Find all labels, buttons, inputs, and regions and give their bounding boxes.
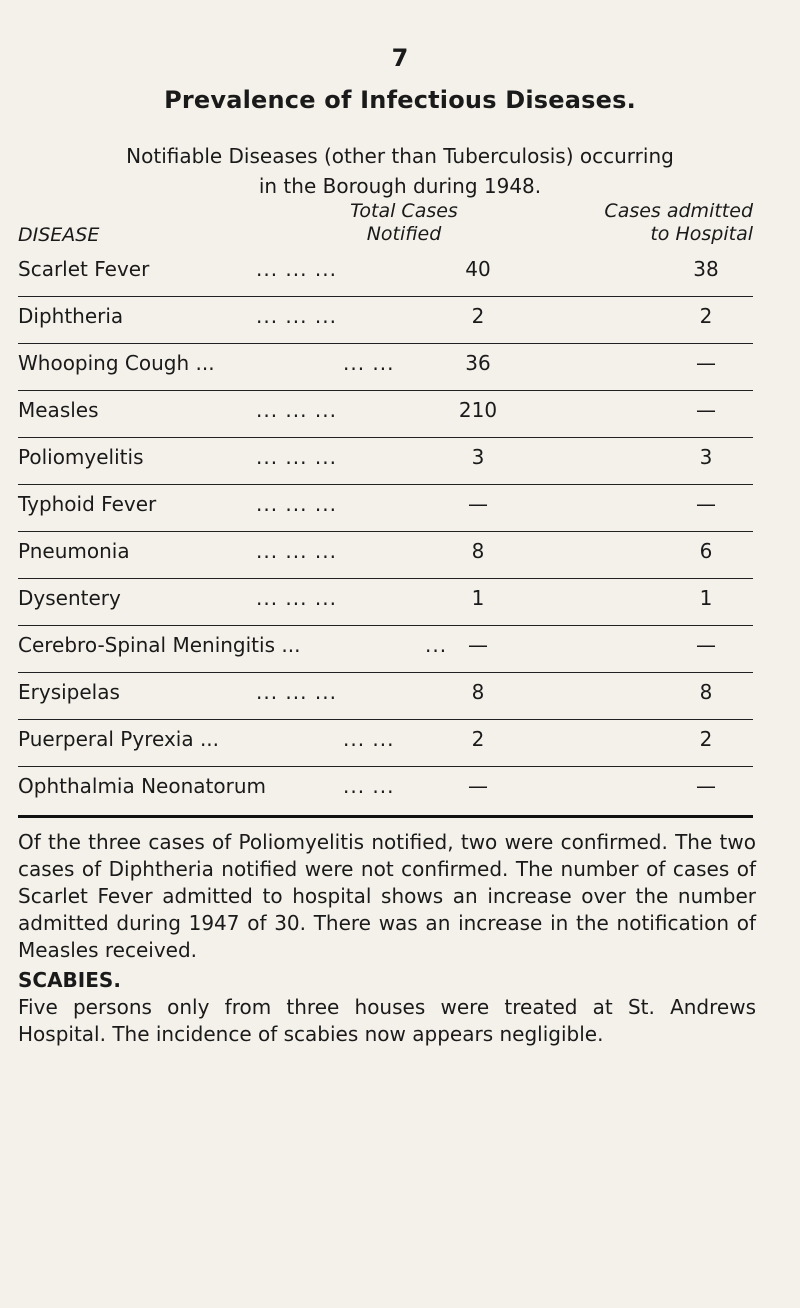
table-row xyxy=(18,579,753,626)
dot-leader: ... ... ... xyxy=(256,257,337,281)
disease-name: Measles xyxy=(18,398,99,422)
total-cases-value: 8 xyxy=(471,680,485,704)
table-row xyxy=(18,767,753,814)
total-cases-value: — xyxy=(468,633,488,657)
dot-leader: ... ... ... xyxy=(256,586,337,610)
disease-name: Cerebro-Spinal Meningitis ... xyxy=(18,633,301,657)
total-cases-value: 1 xyxy=(471,586,485,610)
table-row xyxy=(18,626,753,673)
dot-leader: ... xyxy=(425,633,448,657)
disease-name: Typhoid Fever xyxy=(18,492,157,516)
total-cases-value: 36 xyxy=(465,351,491,375)
admitted-value: 3 xyxy=(699,445,713,469)
poliomyelitis-note-paragraph: Of the three cases of Poliomyelitis notified, two were confirmed. The two cases of Diphtheria notified were not confirmed. The number of cases of Scarlet Fever admitted to hospital shows an increase over the number admitted during 1947 of 30. There was an increase in the notification of Measles received. xyxy=(18,830,756,962)
page-number: 7 xyxy=(391,44,409,72)
total-cases-value: 8 xyxy=(471,539,485,563)
table-row xyxy=(18,391,753,438)
dot-leader: ... ... ... xyxy=(256,304,337,328)
admitted-value: 6 xyxy=(699,539,713,563)
dot-leader: ... ... ... xyxy=(256,398,337,422)
column-header-admitted xyxy=(604,200,753,246)
total-cases-value: 210 xyxy=(458,398,498,422)
disease-name: Whooping Cough ... xyxy=(18,351,215,375)
table-caption xyxy=(0,141,800,201)
admitted-value: 8 xyxy=(699,680,713,704)
column-header-total-cases xyxy=(304,200,504,246)
disease-name: Diphtheria xyxy=(18,304,124,328)
disease-name: Dysentery xyxy=(18,586,121,610)
admitted-value: 2 xyxy=(699,304,713,328)
column-header-disease: DISEASE xyxy=(18,224,100,246)
disease-name: Scarlet Fever xyxy=(18,257,150,281)
disease-name: Pneumonia xyxy=(18,539,130,563)
total-cases-value: — xyxy=(468,774,488,798)
total-cases-value: 3 xyxy=(471,445,485,469)
table-row xyxy=(18,438,753,485)
table-bottom-rule xyxy=(18,815,753,818)
dot-leader: ... ... ... xyxy=(256,539,337,563)
dot-leader: ... ... ... xyxy=(256,680,337,704)
table-row xyxy=(18,673,753,720)
dot-leader: ... ... xyxy=(343,774,395,798)
admitted-value: — xyxy=(696,633,716,657)
dot-leader: ... ... ... xyxy=(256,445,337,469)
admitted-value: 38 xyxy=(693,257,719,281)
scabies-heading: SCABIES. xyxy=(18,968,121,992)
table-row xyxy=(18,532,753,579)
column-header-total-line-2: Notified xyxy=(366,223,442,245)
dot-leader: ... ... xyxy=(343,351,395,375)
total-cases-value: 2 xyxy=(471,727,485,751)
admitted-value: — xyxy=(696,492,716,516)
admitted-value: — xyxy=(696,398,716,422)
diseases-table xyxy=(18,250,753,814)
admitted-value: 2 xyxy=(699,727,713,751)
table-caption-line-2: in the Borough during 1948. xyxy=(258,174,542,198)
total-cases-value: 2 xyxy=(471,304,485,328)
table-row xyxy=(18,297,753,344)
column-header-admitted-line-1: Cases admitted xyxy=(604,200,753,222)
dot-leader: ... ... ... xyxy=(256,492,337,516)
total-cases-value: 40 xyxy=(465,257,491,281)
table-row xyxy=(18,344,753,391)
table-row xyxy=(18,250,753,297)
admitted-value: — xyxy=(696,351,716,375)
scabies-paragraph: Five persons only from three houses were treated at St. Andrews Hospital. The incidence of scabies now appears negligible. xyxy=(18,995,756,1046)
table-caption-line-1: Notifiable Diseases (other than Tuberculosis) occurring xyxy=(126,144,674,168)
disease-name: Puerperal Pyrexia ... xyxy=(18,727,220,751)
admitted-value: 1 xyxy=(699,586,713,610)
total-cases-value: — xyxy=(468,492,488,516)
disease-name: Erysipelas xyxy=(18,680,120,704)
table-row xyxy=(18,485,753,532)
disease-name: Ophthalmia Neonatorum xyxy=(18,774,266,798)
column-header-admitted-line-2: to Hospital xyxy=(650,223,753,245)
page-title: Prevalence of Infectious Diseases. xyxy=(164,86,636,114)
column-header-total-line-1: Total Cases xyxy=(350,200,458,222)
dot-leader: ... ... xyxy=(343,727,395,751)
table-row xyxy=(18,720,753,767)
admitted-value: — xyxy=(696,774,716,798)
disease-name: Poliomyelitis xyxy=(18,445,144,469)
